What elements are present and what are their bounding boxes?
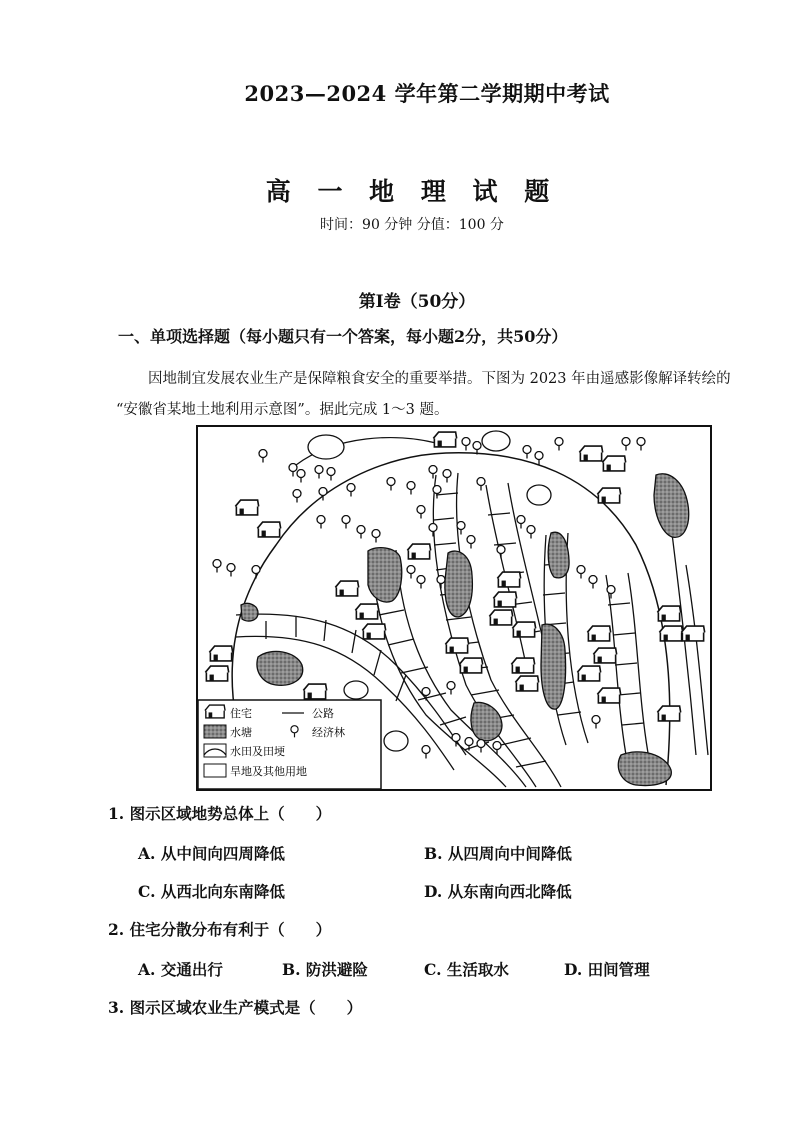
question-2-option-d[interactable]: D. 田间管理 (564, 960, 650, 979)
subject-title: 高 一 地 理 试 题 (265, 177, 559, 206)
question-2-option-b[interactable]: B. 防洪避险 (282, 960, 368, 979)
legend-forest: 经济林 (312, 726, 345, 739)
section-title: 一、单项选择题（每小题只有一个答案，每小题2分，共50分） (118, 327, 568, 346)
legend-house: 住宅 (230, 707, 252, 720)
question-3-stem: 3. 图示区域农业生产模式是（ ） (108, 998, 363, 1017)
question-1-option-d[interactable]: D. 从东南向西北降低 (424, 882, 572, 901)
legend-paddy: 水田及田埂 (230, 745, 285, 758)
question-2-stem: 2. 住宅分散分布有利于（ ） (108, 920, 332, 939)
intro-paragraph-line2: “安徽省某地土地利用示意图”。据此完成 1～3 题。 (116, 402, 449, 418)
question-1-option-a[interactable]: A. 从中间向四周降低 (138, 844, 285, 863)
question-1-option-c[interactable]: C. 从西北向东南降低 (138, 882, 285, 901)
legend-pond: 水塘 (230, 726, 252, 739)
part-title: 第Ⅰ卷（50分） (358, 292, 476, 312)
intro-paragraph: 因地制宜发展农业生产是保障粮食安全的重要举措。下图为 2023 年由遥感影像解译转绘的 (148, 371, 731, 387)
question-2-option-c[interactable]: C. 生活取水 (424, 960, 509, 979)
question-1-stem: 1. 图示区域地势总体上（ ） (108, 804, 332, 823)
question-2-option-a[interactable]: A. 交通出行 (138, 960, 223, 979)
exam-title: 2023—2024 学年第二学期期中考试 (244, 81, 610, 106)
legend-dry: 旱地及其他用地 (230, 765, 307, 778)
question-1-option-b[interactable]: B. 从四周向中间降低 (424, 844, 572, 863)
exam-meta: 时间：90 分钟 分值：100 分 (320, 217, 504, 233)
land-use-map (196, 425, 712, 791)
legend-road: 公路 (312, 707, 334, 720)
